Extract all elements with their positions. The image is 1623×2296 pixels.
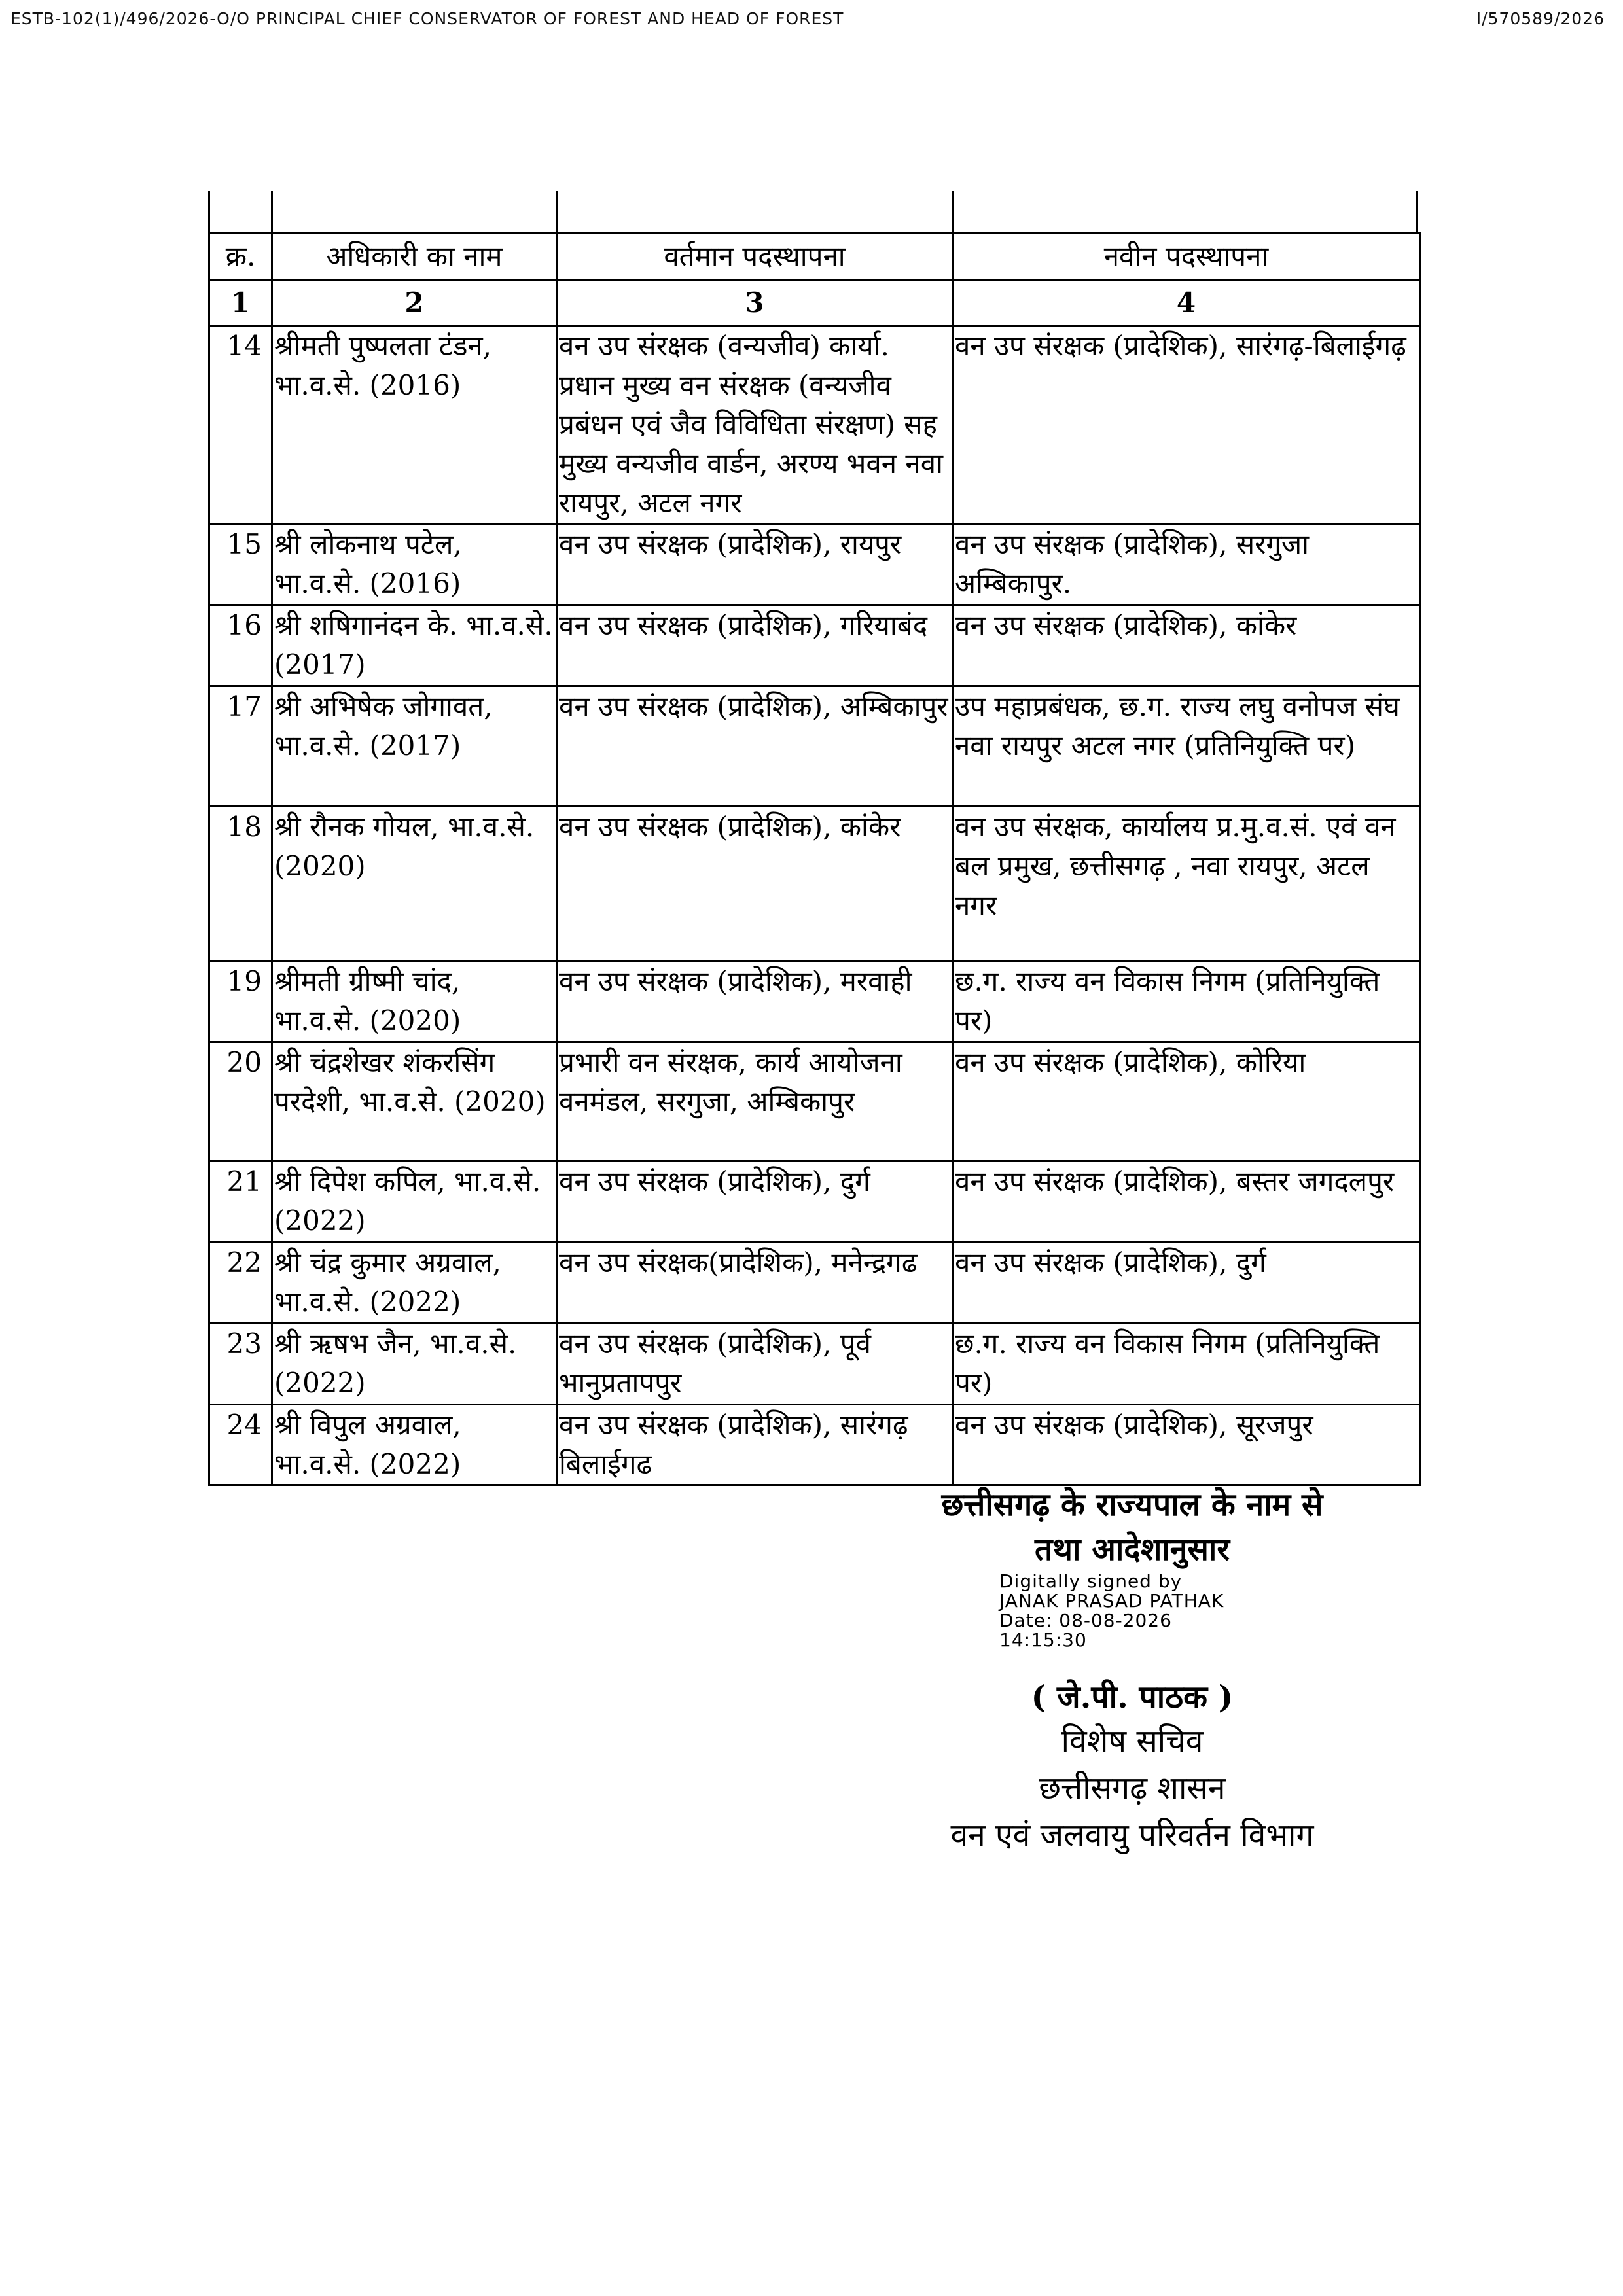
officer-name-cell: श्री अभिषेक जोगावत, भा.व.से. (2017)	[272, 686, 557, 807]
column-number: 1	[209, 281, 272, 326]
header-current-posting: वर्तमान पदस्थापना	[557, 233, 953, 281]
current-posting-cell: वन उप संरक्षक (वन्यजीव) कार्या. प्रधान मुख्य वन संरक्षक (वन्यजीव प्रबंधन एवं जैव विविधिता संरक्षण) सह मुख्य वन्यजीव वार्डन, अरण्य भवन नवा रायपुर, अटल नगर	[557, 326, 953, 524]
new-posting-cell: वन उप संरक्षक (प्रादेशिक), बस्तर जगदलपुर	[953, 1161, 1420, 1243]
table-row	[209, 605, 1420, 686]
continued-table-top	[208, 191, 1418, 232]
serial-cell: 22	[209, 1243, 272, 1324]
digital-signature-signer: JANAK PRASAD PATHAK	[999, 1590, 1224, 1612]
serial-cell: 16	[209, 605, 272, 686]
column-number: 2	[272, 281, 557, 326]
table-header-row	[209, 233, 1420, 281]
officer-name-cell: श्री विपुल अग्रवाल, भा.व.से. (2022)	[272, 1405, 557, 1485]
serial-cell: 23	[209, 1324, 272, 1405]
officer-name-cell: श्री ऋषभ जैन, भा.व.से. (2022)	[272, 1324, 557, 1405]
new-posting-cell: वन उप संरक्षक (प्रादेशिक), कोरिया	[953, 1042, 1420, 1161]
table-row	[209, 326, 1420, 524]
digital-signature-block	[999, 1572, 1224, 1650]
digital-signature-time: 14:15:30	[999, 1629, 1087, 1651]
new-posting-cell: उप महाप्रबंधक, छ.ग. राज्य लघु वनोपज संघ नवा रायपुर अटल नगर (प्रतिनियुक्ति पर)	[953, 686, 1420, 807]
digital-signature-label: Digitally signed by	[999, 1570, 1183, 1592]
header-serial: क्र.	[209, 233, 272, 281]
officer-name-cell: श्री शषिगानंदन के. भा.व.से. (2017)	[272, 605, 557, 686]
serial-cell: 18	[209, 807, 272, 961]
serial-cell: 21	[209, 1161, 272, 1243]
header-new-posting: नवीन पदस्थापना	[953, 233, 1420, 281]
column-number: 3	[557, 281, 953, 326]
current-posting-cell: वन उप संरक्षक (प्रादेशिक), पूर्व भानुप्रतापपुर	[557, 1324, 953, 1405]
order-authority-line-2: तथा आदेशानुसार	[1035, 1531, 1230, 1568]
current-posting-cell: वन उप संरक्षक (प्रादेशिक), सारंगढ़ बिलाईगढ	[557, 1405, 953, 1485]
new-posting-cell: छ.ग. राज्य वन विकास निगम (प्रतिनियुक्ति पर)	[953, 961, 1420, 1042]
current-posting-cell: वन उप संरक्षक (प्रादेशिक), दुर्ग	[557, 1161, 953, 1243]
signatory-department: वन एवं जलवायु परिवर्तन विभाग	[950, 1817, 1314, 1854]
new-posting-cell: वन उप संरक्षक, कार्यालय प्र.मु.व.सं. एवं वन बल प्रमुख, छत्तीसगढ़ , नवा रायपुर, अटल नगर	[953, 807, 1420, 961]
serial-cell: 14	[209, 326, 272, 524]
table-row	[209, 1324, 1420, 1405]
column-number: 4	[953, 281, 1420, 326]
serial-cell: 19	[209, 961, 272, 1042]
current-posting-cell: वन उप संरक्षक (प्रादेशिक), कांकेर	[557, 807, 953, 961]
current-posting-cell: वन उप संरक्षक (प्रादेशिक), अम्बिकापुर	[557, 686, 953, 807]
current-posting-cell: वन उप संरक्षक (प्रादेशिक), रायपुर	[557, 524, 953, 605]
signatory-name: ( जे.पी. पाठक )	[1031, 1679, 1234, 1716]
table-row	[209, 1042, 1420, 1161]
column-number-row	[209, 281, 1420, 326]
new-posting-cell: छ.ग. राज्य वन विकास निगम (प्रतिनियुक्ति पर)	[953, 1324, 1420, 1405]
document-number: I/570589/2026	[1476, 9, 1605, 28]
posting-orders-table	[208, 232, 1421, 1486]
new-posting-cell: वन उप संरक्षक (प्रादेशिक), सरगुजा अम्बिकापुर.	[953, 524, 1420, 605]
new-posting-cell: वन उप संरक्षक (प्रादेशिक), सूरजपुर	[953, 1405, 1420, 1485]
order-authority-line: छत्तीसगढ़ के राज्यपाल के नाम से	[941, 1487, 1323, 1523]
table-row	[209, 807, 1420, 961]
current-posting-cell: वन उप संरक्षक (प्रादेशिक), मरवाही	[557, 961, 953, 1042]
serial-cell: 17	[209, 686, 272, 807]
officer-name-cell: श्री लोकनाथ पटेल, भा.व.से. (2016)	[272, 524, 557, 605]
document-reference: ESTB-102(1)/496/2026-O/O PRINCIPAL CHIEF CONSERVATOR OF FOREST AND HEAD OF FOREST	[10, 9, 844, 28]
new-posting-cell: वन उप संरक्षक (प्रादेशिक), दुर्ग	[953, 1243, 1420, 1324]
officer-name-cell: श्री चंद्र कुमार अग्रवाल, भा.व.से. (2022)	[272, 1243, 557, 1324]
digital-signature-date: Date: 08-08-2026	[999, 1610, 1172, 1631]
serial-cell: 24	[209, 1405, 272, 1485]
officer-name-cell: श्री चंद्रशेखर शंकरसिंग परदेशी, भा.व.से. (2020)	[272, 1042, 557, 1161]
table-row	[209, 686, 1420, 807]
serial-cell: 20	[209, 1042, 272, 1161]
table-row	[209, 1405, 1420, 1485]
table-row	[209, 524, 1420, 605]
signatory-government: छत्तीसगढ़ शासन	[1039, 1770, 1226, 1807]
officer-name-cell: श्री दिपेश कपिल, भा.व.से. (2022)	[272, 1161, 557, 1243]
table-row	[209, 1243, 1420, 1324]
current-posting-cell: वन उप संरक्षक (प्रादेशिक), गरियाबंद	[557, 605, 953, 686]
officer-name-cell: श्रीमती ग्रीष्मी चांद, भा.व.से. (2020)	[272, 961, 557, 1042]
new-posting-cell: वन उप संरक्षक (प्रादेशिक), सारंगढ़-बिलाईगढ़	[953, 326, 1420, 524]
signatory-designation: विशेष सचिव	[1061, 1723, 1204, 1759]
current-posting-cell: प्रभारी वन संरक्षक, कार्य आयोजना वनमंडल, सरगुजा, अम्बिकापुर	[557, 1042, 953, 1161]
table-row	[209, 1161, 1420, 1243]
table-row	[209, 961, 1420, 1042]
serial-cell: 15	[209, 524, 272, 605]
new-posting-cell: वन उप संरक्षक (प्रादेशिक), कांकेर	[953, 605, 1420, 686]
officer-name-cell: श्रीमती पुष्पलता टंडन, भा.व.से. (2016)	[272, 326, 557, 524]
header-officer-name: अधिकारी का नाम	[272, 233, 557, 281]
current-posting-cell: वन उप संरक्षक(प्रादेशिक), मनेन्द्रगढ	[557, 1243, 953, 1324]
officer-name-cell: श्री रौनक गोयल, भा.व.से. (2020)	[272, 807, 557, 961]
